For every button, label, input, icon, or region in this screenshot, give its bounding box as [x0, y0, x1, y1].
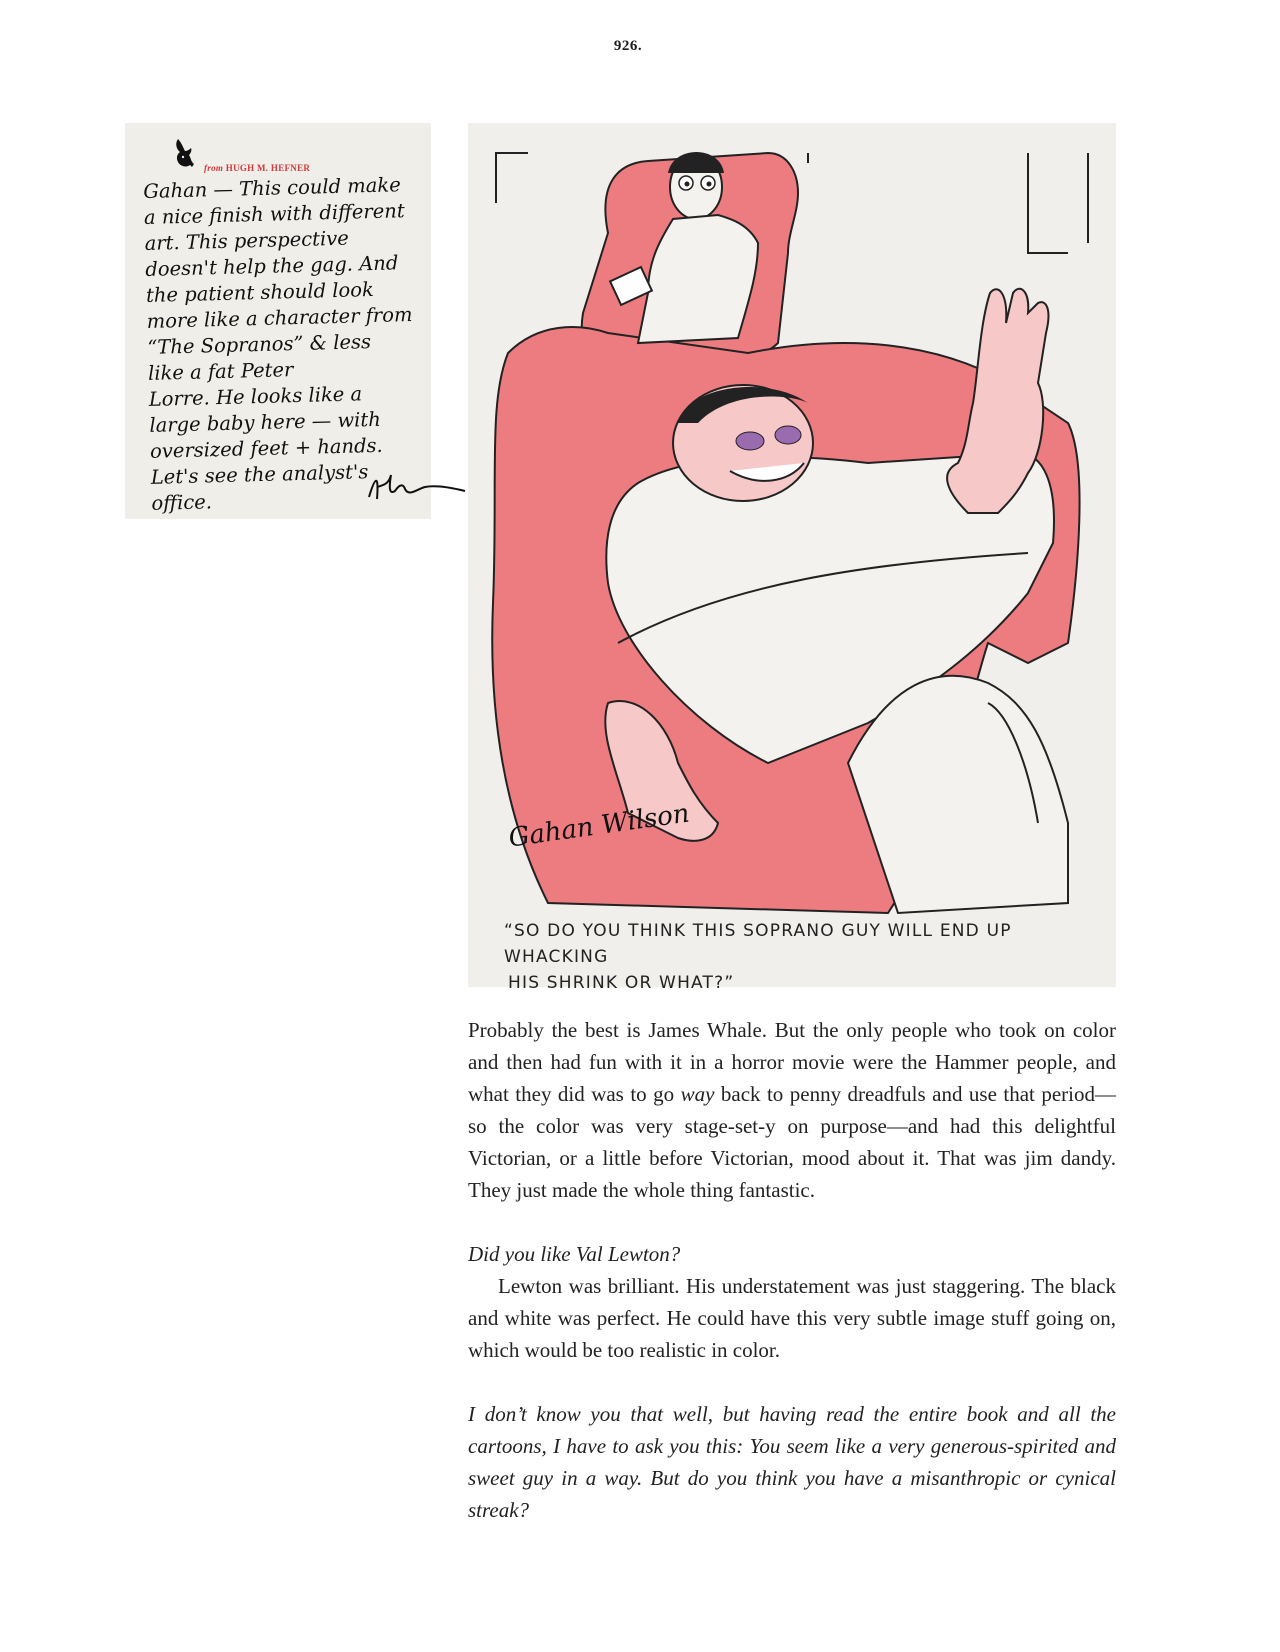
- memo-from-prefix: from: [204, 163, 224, 173]
- note-line: office.: [151, 490, 213, 515]
- cartoon-caption: [504, 918, 1084, 996]
- note-line: more like a character from: [146, 302, 413, 333]
- memo-from-name: HUGH M. HEFNER: [225, 163, 311, 173]
- paragraph-answer: [468, 1014, 1116, 1206]
- note-line: Gahan — This could make: [143, 173, 402, 203]
- note-line: “The Sopranos” & less: [147, 330, 372, 359]
- cartoon-illustration: [468, 123, 1116, 993]
- note-line: oversized feet + hands.: [149, 433, 384, 463]
- emphasis-word: way: [680, 1082, 715, 1106]
- note-line: like a fat Peter: [147, 358, 294, 385]
- answer-text: Probably the best is James Whale. But the only people who took on color and then had fun with it in a horror movie were the Hammer people, and what they did was to go: [468, 1018, 1116, 1106]
- note-line: Let's see the analyst's: [150, 460, 369, 489]
- interview-text: [468, 1014, 1116, 1526]
- answer-text: back to penny dreadfuls and use that period—so the color was very stage-set-y on purpose—and had this delightful Victorian, or a little before Victorian, mood about it. That was jim dandy. They just made the whole thing fantastic.: [468, 1082, 1116, 1202]
- caption-line: “SO DO YOU THINK THIS SOPRANO GUY WILL END UP WHACKING: [504, 921, 1012, 967]
- hefner-memo-card: [125, 123, 431, 519]
- note-line: Lorre. He looks like a: [148, 382, 363, 411]
- note-line: the patient should look: [145, 278, 375, 307]
- cartoon-drawing: [468, 123, 1116, 987]
- page-number: 926.: [613, 38, 643, 54]
- rabbit-head-logo-icon: [173, 137, 197, 169]
- paragraph-answer: Lewton was brilliant. His understatement was just staggering. The black and white was perfect. He could have this very subtle image stuff going on, which would be too realistic in color.: [468, 1274, 1116, 1362]
- caption-line: HIS SHRINK OR WHAT?”: [508, 973, 735, 993]
- interview-question: I don’t know you that well, but having read the entire book and all the cartoons, I have to ask you this: You seem like a very generous-spirited and sweet guy in a way. But do you think you have a misanthropic or cynical streak?: [468, 1402, 1116, 1522]
- note-line: large baby here — with: [149, 407, 382, 437]
- handwritten-note: [143, 172, 432, 517]
- artist-signature: Gahan Wilson: [506, 798, 692, 854]
- note-line: doesn't help the gag. And: [145, 251, 399, 281]
- interview-question: Did you like Val Lewton?: [468, 1242, 681, 1266]
- note-line: art. This perspective: [144, 226, 350, 255]
- memo-from-line: [204, 163, 310, 173]
- note-line: a nice finish with different: [143, 199, 405, 229]
